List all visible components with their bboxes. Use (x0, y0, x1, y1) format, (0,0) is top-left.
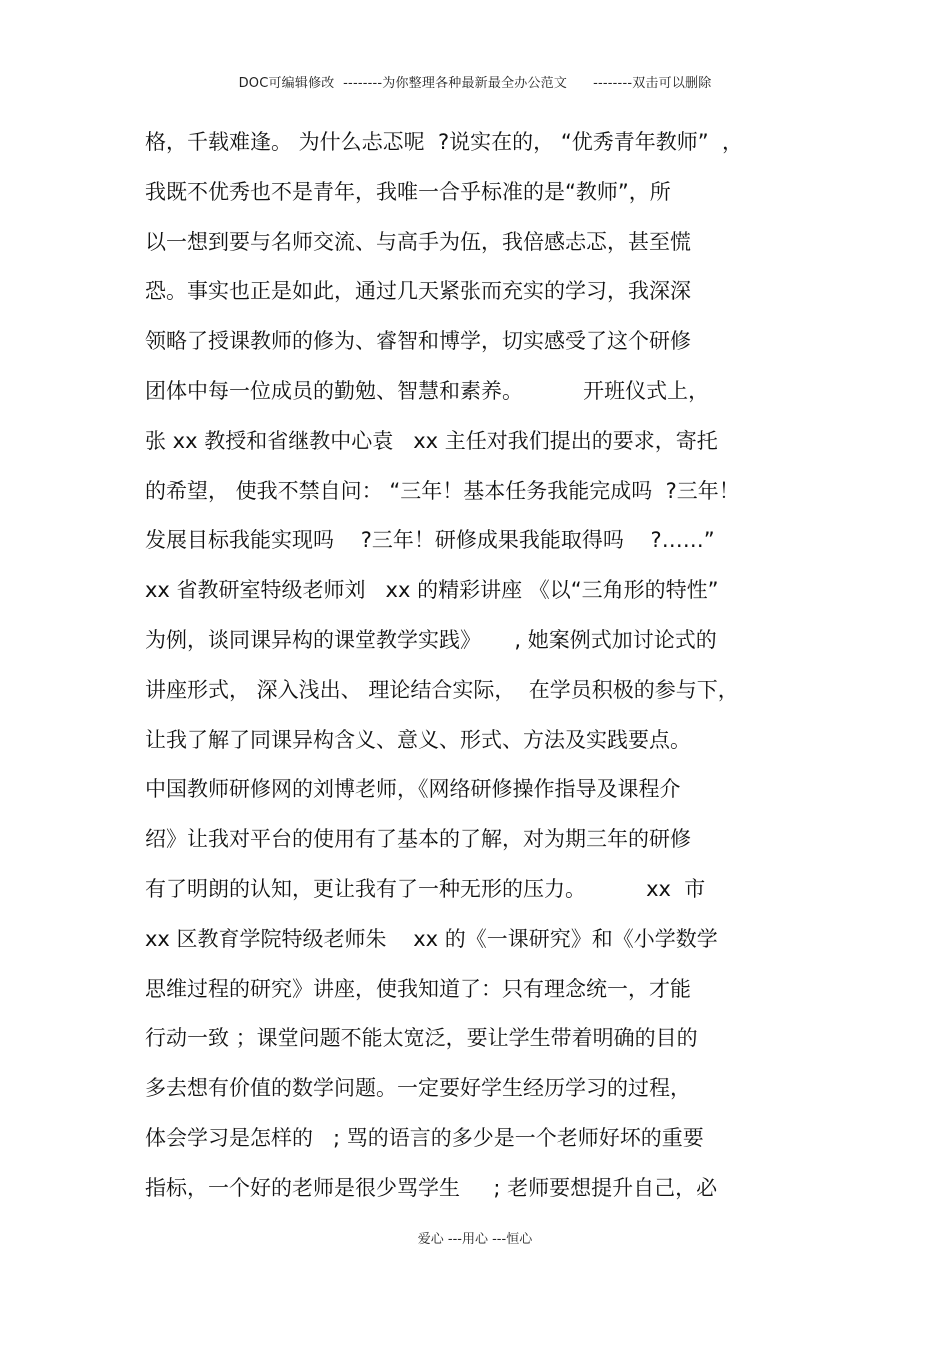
body-line: xx 区教育学院特级老师朱 xx 的《一课研究》和《小学数学 (145, 926, 718, 951)
body-line: 格，千载难逢。 为什么忐忑呢 ?说实在的， “优秀青年教师” ， (145, 130, 743, 154)
page-footer: 爱心 ---用心 ---恒心 (417, 1232, 533, 1247)
body-line: 行动一致 ；课堂问题不能太宽泛，要让学生带着明确的目的 (145, 1026, 698, 1051)
body-line: 中国教师研修网的刘博老师，《网络研修操作指导及课程介 (145, 777, 681, 802)
page-header (0, 72, 950, 91)
body-line: 团体中每一位成员的勤勉、智慧和素养。 开班仪式上， (145, 378, 710, 403)
body-line: 的希望， 使我不禁自问： “三年！基本任务我能完成吗 ?三年！ (145, 478, 740, 503)
header-delete-note: --------双击可以删除 (593, 76, 712, 91)
body-line: 以一想到要与名师交流、与高手为伍，我倍感忐忑，甚至慌 (145, 229, 691, 254)
body-line: 张 xx 教授和省继教中心袁 xx 主任对我们提出的要求，寄托 (145, 428, 718, 453)
body-line: 指标，一个好的老师是很少骂学生 ; 老师要想提升自己，必 (145, 1175, 718, 1200)
body-line: xx 省教研室特级老师刘 xx 的精彩讲座 《以“三角形的特性” (145, 578, 719, 603)
body-line: 我既不优秀也不是青年，我唯一合乎标准的是“教师”，所 (145, 179, 671, 204)
body-line: 有了明朗的认知，更让我有了一种无形的压力。 xx 市 (145, 876, 706, 901)
header-doc-label: DOC可编辑修改 (238, 76, 335, 91)
document-body (145, 124, 815, 1220)
body-line: 领略了授课教师的修为、睿智和博学，切实感受了这个研修 (145, 329, 691, 354)
header-template-note: --------为你整理各种最新最全办公范文 (343, 76, 568, 91)
body-line: 绍》让我对平台的使用有了基本的了解，对为期三年的研修 (145, 827, 691, 852)
body-line: 恐。事实也正是如此，通过几天紧张而充实的学习，我深深 (145, 279, 691, 304)
body-line: 思维过程的研究》讲座，使我知道了：只有理念统一，才能 (145, 976, 691, 1001)
body-line: 讲座形式， 深入浅出、 理论结合实际， 在学员积极的参与下， (145, 677, 739, 702)
body-line: 体会学习是怎样的 ; 骂的语言的多少是一个老师好坏的重要 (145, 1125, 704, 1150)
body-line: 发展目标我能实现吗 ?三年！研修成果我能取得吗 ?……” (145, 528, 715, 553)
body-line: 多去想有价值的数学问题。一定要好学生经历学习的过程， (145, 1076, 691, 1101)
body-line: 让我了解了同课异构含义、意义、形式、方法及实践要点。 (145, 727, 691, 752)
body-line: 为例，谈同课异构的课堂教学实践》 , 她案例式加讨论式的 (145, 627, 717, 652)
